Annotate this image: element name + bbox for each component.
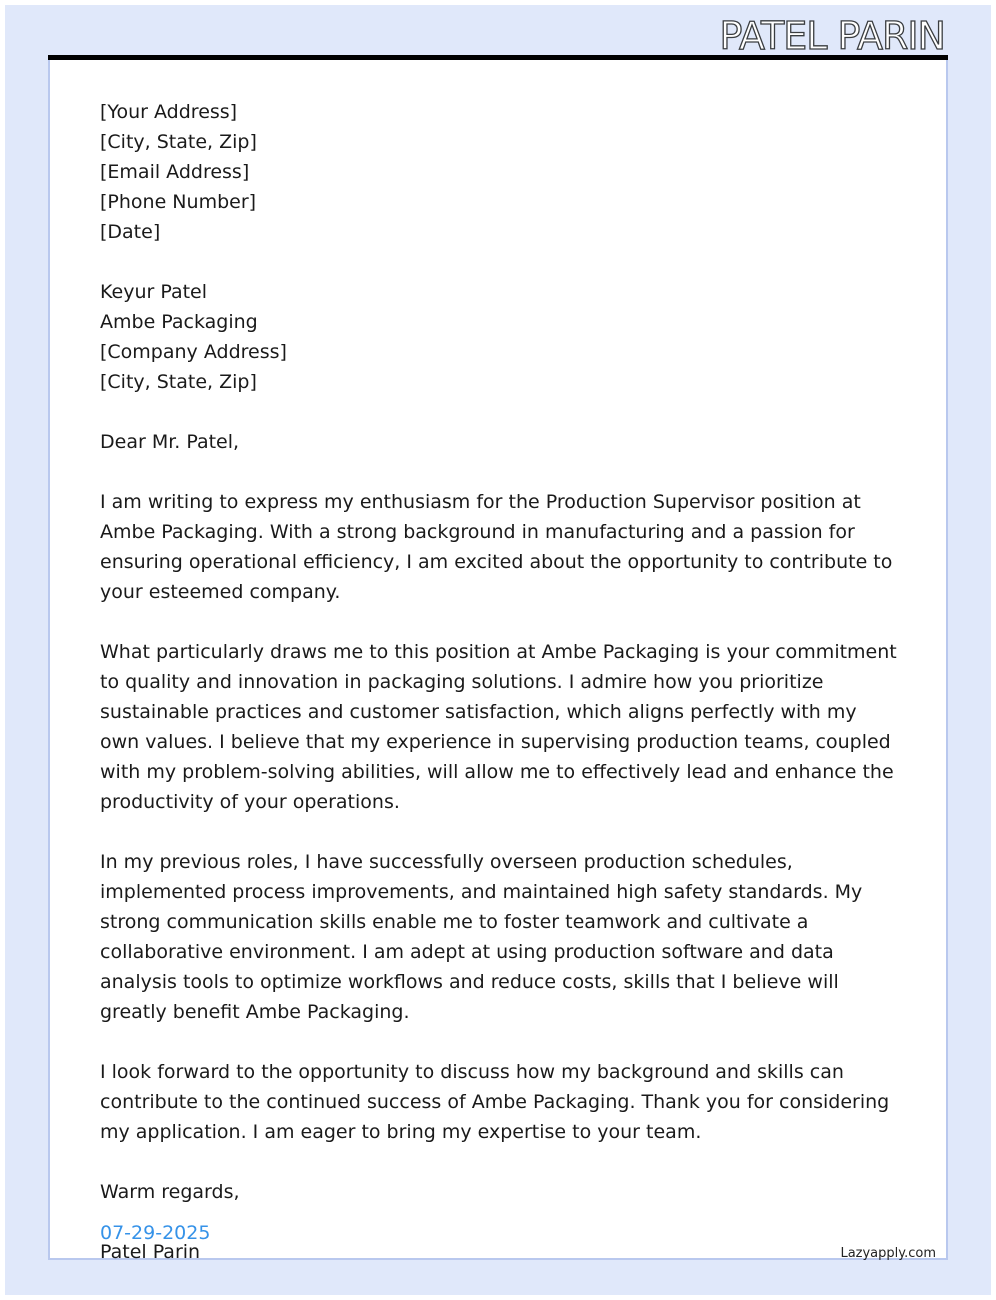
paragraph-intro: I am writing to express my enthusiasm for the Production Supervisor position at Ambe Packaging. With a strong background in manufacturing and a passion for ensuring operational efficiency, I am excited about the opportunity to contribute to your esteemed company. [100,491,893,603]
recipient-block [100,277,900,397]
applicant-name-header: PATEL PARIN [719,14,945,58]
sender-email: [Email Address] [100,161,250,183]
paragraph-motivation: What particularly draws me to this position at Ambe Packaging is your commitment to quality and innovation in packaging solutions. I admire how you prioritize sustainable practices and customer satisfaction, which aligns perfectly with my own values. I believe that my experience in supervising production teams, coupled with my problem-solving abilities, will allow me to effectively lead and enhance the productivity of your operations. [100,641,897,813]
paragraph-experience: In my previous roles, I have successfully overseen production schedules, implemented process improvements, and maintained high safety standards. My strong communication skills enable me to foster teamwork and cultivate a collaborative environment. I am adept at using production software and data analysis tools to optimize workflows and reduce costs, skills that I believe will greatly benefit Ambe Packaging. [100,851,863,1023]
sender-date: [Date] [100,221,161,243]
paragraph-closing: I look forward to the opportunity to discuss how my background and skills can contribute to the continued success of Ambe Packaging. Thank you for considering my application. I am eager to bring my expertise to your team. [100,1061,890,1143]
sender-phone: [Phone Number] [100,191,257,213]
recipient-address: [Company Address] [100,341,287,363]
letter-body [100,97,900,1297]
recipient-name: Keyur Patel [100,281,208,303]
watermark: Lazyapply.com [840,1246,936,1261]
sender-block [100,97,900,247]
recipient-company: Ambe Packaging [100,311,258,333]
salutation: Dear Mr. Patel, [100,431,240,453]
signature: Patel Parin [100,1241,201,1263]
sender-city-state-zip: [City, State, Zip] [100,131,257,153]
sender-address: [Your Address] [100,101,238,123]
recipient-city-state-zip: [City, State, Zip] [100,371,257,393]
closing: Warm regards, [100,1181,240,1203]
letter-date: 07-29-2025 [100,1222,211,1244]
